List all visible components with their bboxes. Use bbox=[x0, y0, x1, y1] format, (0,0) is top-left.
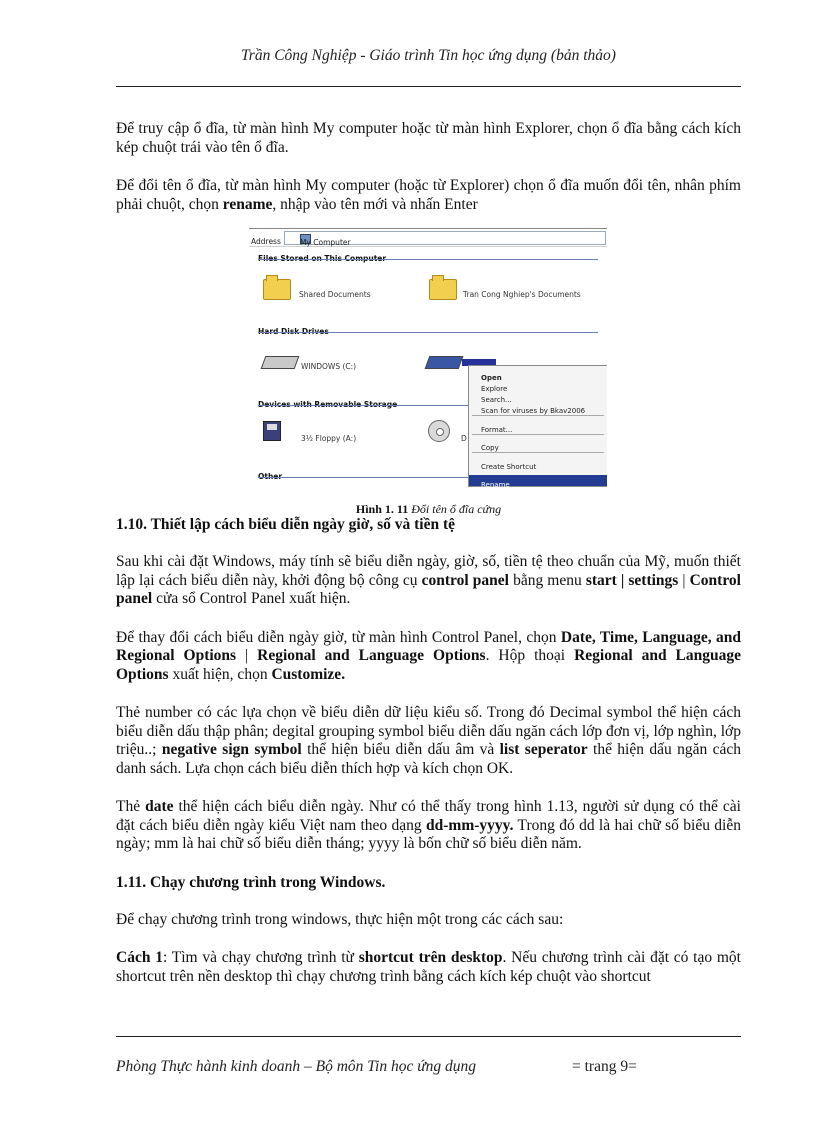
menu-item-explore[interactable]: Explore bbox=[481, 385, 508, 393]
address-value: My Computer bbox=[300, 238, 351, 247]
paragraph-control-panel: Sau khi cài đặt Windows, máy tính sẽ biểu diễn ngày, giờ, số, tiền tệ theo chuẩn của Mỹ, muốn thiết lập lại cách biểu diễn này, khởi động bộ công cụ control panel bằng menu start | settings | Control panel cửa sổ Control Panel xuất hiện. bbox=[116, 553, 741, 607]
hard-drive-icon bbox=[425, 356, 464, 369]
my-computer-screenshot bbox=[249, 228, 607, 494]
menu-separator bbox=[472, 434, 604, 435]
section-heading-1-11: 1.11. Chạy chương trình trong Windows. bbox=[116, 873, 386, 891]
header-rule bbox=[116, 86, 741, 87]
footer-rule bbox=[116, 1036, 741, 1037]
menu-item-copy[interactable]: Copy bbox=[481, 444, 499, 452]
page-footer bbox=[116, 1058, 637, 1076]
group-hard-disk-drives: Hard Disk Drives bbox=[258, 327, 329, 336]
paragraph-method-1: Cách 1: Tìm và chạy chương trình từ shortcut trên desktop. Nếu chương trình cài đặt có tạo một shortcut trên nền desktop thì chạy chương trình bằng cách kích kép chuột vào shortcut bbox=[116, 949, 741, 985]
paragraph-regional-options: Để thay đổi cách biểu diễn ngày giờ, từ màn hình Control Panel, chọn Date, Time, Language, and Regional Options | Regional and Language Options. Hộp thoại Regional and Language Options xuất hiện, chọn Customize. bbox=[116, 628, 742, 683]
page-header: Trần Công Nghiệp - Giáo trình Tin học ứng dụng (bản thảo) bbox=[241, 47, 616, 64]
group-other: Other bbox=[258, 472, 283, 481]
page-number: = trang 9= bbox=[572, 1058, 637, 1075]
menu-item-open[interactable]: Open bbox=[481, 374, 502, 382]
item-floppy-drive: 3½ Floppy (A:) bbox=[301, 434, 357, 443]
group-removable-storage: Devices with Removable Storage bbox=[258, 400, 398, 409]
paragraph-access-drive: Để truy cập ổ đĩa, từ màn hình My computer hoặc từ màn hình Explorer, chọn ổ đĩa bằng cách kích kép chuột trái vào tên ổ đĩa. bbox=[116, 120, 741, 156]
group-files-stored: Files Stored on This Computer bbox=[258, 254, 387, 263]
section-heading-1-10: 1.10. Thiết lập cách biểu diễn ngày giờ, số và tiền tệ bbox=[116, 516, 455, 533]
floppy-icon bbox=[263, 421, 281, 441]
menu-item-search[interactable]: Search... bbox=[481, 396, 512, 404]
address-label: Address bbox=[251, 237, 281, 246]
group-divider bbox=[258, 332, 598, 333]
context-menu bbox=[468, 365, 607, 487]
item-windows-drive: WINDOWS (C:) bbox=[301, 362, 357, 371]
menu-item-format[interactable]: Format... bbox=[481, 426, 513, 434]
folder-icon bbox=[263, 279, 291, 300]
folder-icon bbox=[429, 279, 457, 300]
address-bar bbox=[249, 229, 607, 247]
group-divider bbox=[258, 259, 598, 260]
menu-separator bbox=[472, 415, 604, 416]
paragraph-run-programs: Để chạy chương trình trong windows, thực hiện một trong các cách sau: bbox=[116, 910, 564, 928]
item-user-documents: Tran Cong Nghiep's Documents bbox=[463, 290, 581, 299]
footer-department: Phòng Thực hành kinh doanh – Bộ môn Tin học ứng dụng bbox=[116, 1058, 477, 1075]
menu-item-rename[interactable]: Rename bbox=[481, 481, 510, 489]
figure-caption: Hình 1. 11 Đổi tên ổ đĩa cứng bbox=[355, 502, 502, 516]
menu-item-create-shortcut[interactable]: Create Shortcut bbox=[481, 463, 537, 471]
paragraph-rename-drive: Để đổi tên ổ đĩa, từ màn hình My computer (hoặc từ Explorer) chọn ổ đĩa muốn đổi tên, nhân phím phải chuột, chọn rename, nhập vào tên mới và nhấn Enter bbox=[116, 177, 741, 213]
cd-drive-icon bbox=[428, 420, 450, 442]
item-shared-documents: Shared Documents bbox=[299, 290, 371, 299]
item-cd-drive: D bbox=[461, 434, 467, 443]
hard-drive-icon bbox=[261, 356, 300, 369]
menu-separator bbox=[472, 452, 604, 453]
paragraph-number-tab: Thẻ number có các lựa chọn về biểu diễn dữ liệu kiểu số. Trong đó Decimal symbol thể hiện cách biểu diễn dấu thập phân; degital grouping symbol biểu diễn dấu ngăn cách lớp đơn vị, lớp nghìn, lớp triệu..; negative sign symbol thể hiện biểu diễn dấu âm và list seperator thể hiện dấu ngăn cách danh sách. Lựa chọn cách biểu diễn thích hợp và kích chọn OK. bbox=[116, 704, 741, 777]
page-body bbox=[116, 120, 741, 1006]
address-field bbox=[284, 231, 606, 245]
menu-item-scan-viruses[interactable]: Scan for viruses by Bkav2006 bbox=[481, 407, 586, 415]
paragraph-date-tab: Thẻ date thể hiện cách biểu diễn ngày. Như có thể thấy trong hình 1.13, người sử dụng có thể cài đặt cách biểu diễn ngày kiểu Việt nam theo dạng dd-mm-yyyy. Trong đó dd là hai chữ số biểu diễn ngày; mm là hai chữ số biểu diễn tháng; yyyy là bốn chữ số biểu diễn năm. bbox=[116, 798, 741, 852]
